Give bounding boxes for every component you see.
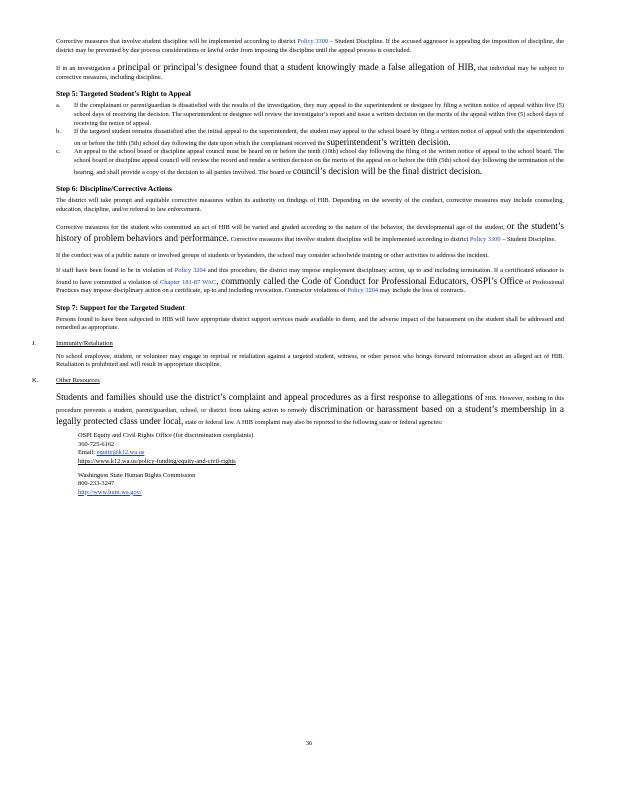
document-page — [32, 38, 565, 497]
list-item: c. An appeal to the school board or discipline appeal council must be heard on or before the tenth (10th) school day following the filing of the written notice of appeal to the school board. The school board or discipline appeal council will review the record and render a written decision on the merits of the appeal on or before the fifth (5th) school day following the termination of the hearing, and shall provide a copy of the decision to all parties involved. The board or council’s decision will be the final district decision. — [56, 148, 564, 176]
policy-3204-link[interactable]: Policy 3204 — [347, 287, 379, 295]
chapter-181-87-wac-link[interactable]: Chapter 181-87 WAC — [159, 278, 217, 286]
hrc-url-link[interactable]: http://www.hum.wa.gov/ — [78, 488, 142, 496]
bullet-icon — [56, 432, 78, 466]
step5-heading: Step 5: Targeted Student’s Right to Appeal — [56, 89, 191, 99]
retaliation-paragraph: No school employee, student, or volunteer may engage in reprisal or retaliation against a targeted student, witness, or other person who brings forward information about an alleged act of HIB. Retaliation is prohibited and will result in appropriate discipline. — [56, 352, 564, 369]
list-item: a. If the complainant or parent/guardian is dissatisfied with the results of the investigation, they may appeal to the superintendent or designee by filing a written notice of appeal within five (5) school days of receiving the decision. The superintendent or designee will review the investigator’s report and issue a written decision on the merits of the appeal within five (5) school days of receiving the notice of appeal. — [56, 102, 564, 127]
bullet-icon — [56, 472, 78, 498]
policy-3300-link[interactable]: Policy 3300 — [297, 38, 329, 45]
section-j-heading: J. Immunity/Retaliation — [32, 340, 113, 348]
policy-3300-link[interactable]: Policy 3300 — [469, 235, 501, 243]
ospi-url-link[interactable]: https://www.k12.wa.us/policy-funding/equity-and-civil-rights — [78, 458, 236, 465]
corrective-measures-paragraph: The district will take prompt and equitable corrective measures within its authority on findings of HIB. Depending on the severity of the conduct, corrective measures may include counseling, education, discipline, and/or referral to law enforcement. — [56, 197, 564, 213]
page-number: 36 — [305, 740, 313, 747]
step7-heading: Step 7: Support for the Targeted Student — [56, 302, 185, 312]
discipline-paragraph: Corrective measures that involve student discipline will be implemented according to district Policy 3300 – Student Discipline. If the accused aggressor is appealing the imposition of discipline, the district may be prevented by due process considerations or lawful order from imposing the discipline until the appeal process is concluded. — [56, 38, 565, 54]
policy-3204-link[interactable]: Policy 3204 — [174, 267, 206, 275]
section-k-heading: K. Other Resources — [32, 376, 100, 384]
other-resources-paragraph: Students and families should use the district’s complaint and appeal procedures as a first response to allegations of HIB. However, nothing in this procedure prevents a student, parent/guardian, school, or district from taking action to remedy discrimination or harassment based on a student’s membership in a legally protected class under local, state or federal law. A HIB complaint may also be reported to the following state or federal agencies: — [56, 392, 564, 426]
resource-ospi: OSPI Equity and Civil Rights Office (for discrimination complaints) 360-725-6162 Email: equity@k12.wa.us https://www.k12.wa.us/policy-funding/equity-and-civil-rights — [56, 432, 564, 466]
list-item: b. If the targeted student remains dissatisfied after the initial appeal to the superintendent, the student may appeal to the school board by filing a written notice of appeal with the superintendent on or before the fifth (5th) school day following the date upon which the complainant received the superintendent’s written decision. — [56, 128, 564, 147]
support-paragraph: Persons found to have been subjected to HIB will have appropriate district support services made available to them, and the adverse impact of the harassment on the student shall be addressed and remedied as appropriate. — [56, 315, 564, 332]
false-allegation-paragraph: If in an investigation a principal or principal’s designee found that a student knowingly made a false allegation of HIB, that individual may be subject to corrective measures, including discipline. — [56, 62, 564, 81]
email-link[interactable]: equity@k12.wa.us — [96, 449, 145, 457]
schoolwide-paragraph: If the conduct was of a public nature or involved groups of students or bystanders, the school may consider schoolwide training or other activities to address the incident. — [56, 251, 489, 259]
resource-hrc: Washington State Human Rights Commission 800-233-3247 http://www.hum.wa.gov/ — [56, 472, 564, 498]
graded-measures-paragraph: Corrective measures for the student who committed an act of HIB will be varied and graded according to the nature of the behavior, the developmental age of the student, or the student’s history of problem behaviors and performance. Corrective measures that involve student discipline will be implemented according to district Policy 3300 – Student Discipline. — [56, 221, 564, 243]
staff-violation-paragraph: If staff have been found to be in violation of Policy 3204 and this procedure, the district may impose employment disciplinary action, up to and including termination. If a certificated educator is found to have committed a violation of Chapter 181-87 WAC, commonly called the Code of Conduct for Professional Educators, OSPI’s Office of Professional Practices may impose disciplinary action on a certificate, up to and including revocation. Contractor violations of Policy 3204 may include the loss of contracts. — [56, 267, 565, 295]
step6-heading: Step 6: Discipline/Corrective Actions — [56, 184, 172, 194]
